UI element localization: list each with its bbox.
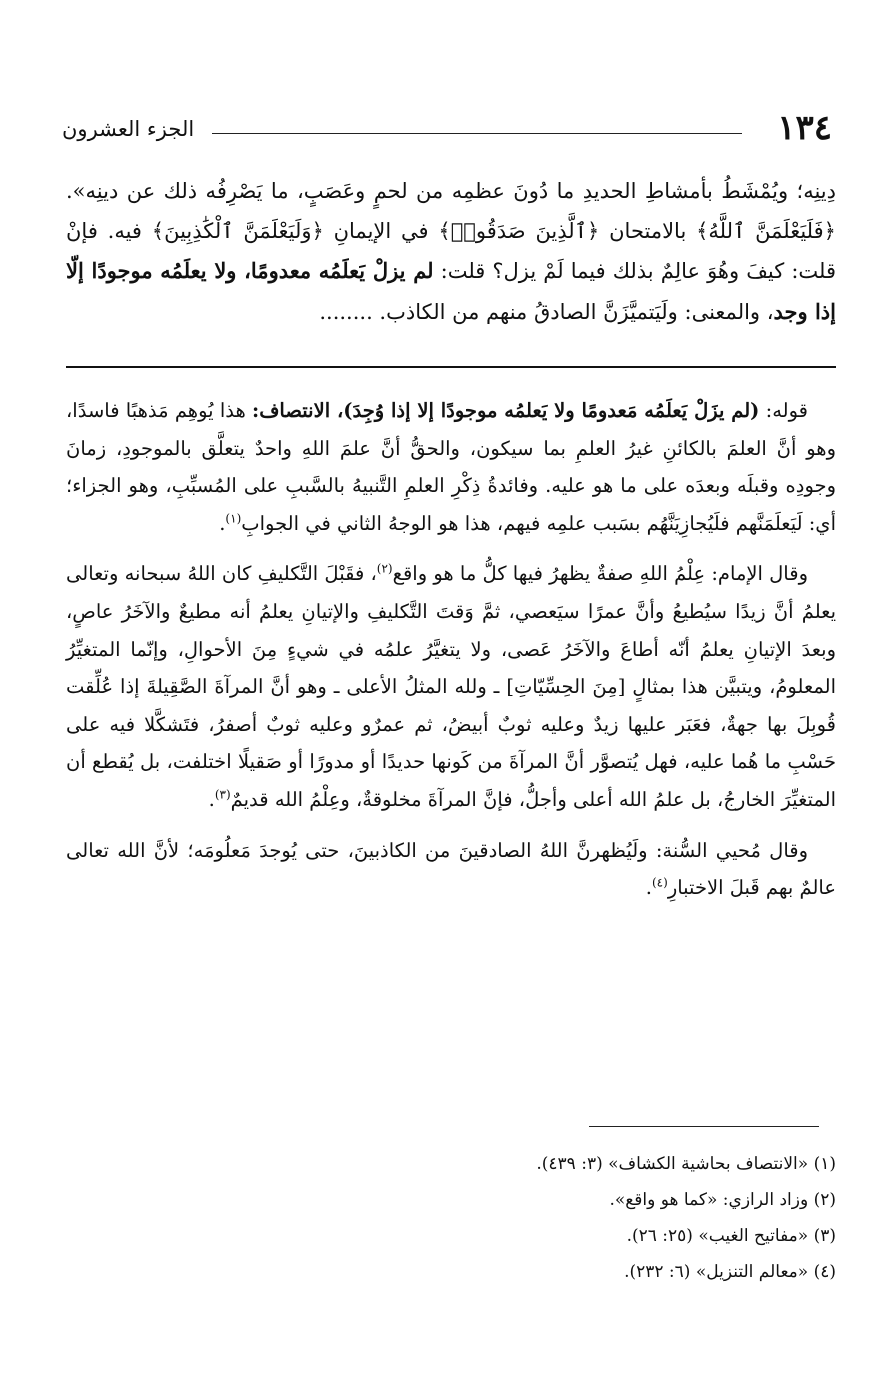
footnote-rule: [589, 1126, 819, 1127]
footnote-ref: (٣): [214, 787, 231, 802]
main-paragraph: [66, 172, 836, 332]
main-text: [66, 172, 836, 332]
commentary-text: ، فقَبْلَ التَّكليفِ كان اللهُ سبحانه وتعالى يعلمُ أنَّ زيدًا سيُطيعُ وأنَّ عمرًا سيَعصي، ثمَّ وَقتَ التَّكليفِ والإتيانِ يعلمُ أنه مطيعٌ والآخَرُ عاصٍ، وبعدَ الإتيانِ يعلمُ أنّه أطاعَ والآخَرُ عَصى، ولا يتغيَّرُ علمُه في شيءٍ مِنَ الأحوالِ، وإنّما المتغيِّرُ المعلومُ، ويتبيَّن هذا بمثالٍ [مِنَ الحِسِّيّاتِ] ـ ولله المثلُ الأعلى ـ وهو أنَّ المرآةَ الصَّقِيلةَ إذا عُلِّقت قُوبِلَ بها جهةٌ، فعَبَر عليها زيدٌ وعليه ثوبٌ أبيضُ، ثم عمرٌو وعليه ثوبٌ أصفرُ، فتَشكَّلا فيه على حَسْبِ ما هُما عليه، فهل يُتصوَّر أنَّ المرآةَ من كَونها حديدًا أو مدورًا أو صَقيلًا اختلفت، بل يُقطع أن المتغيِّرَ الخارجُ، بل علمُ الله أعلى وأجلُّ، فإنَّ المرآةَ مخلوقةٌ، وعِلْمُ الله قديمٌ: [66, 562, 836, 811]
quran-quote: ﴿ٱلَّذِينَ صَدَقُوا۟﴾: [438, 218, 600, 243]
footnote: (٢) وزاد الرازي: «كما هو واقع».: [609, 1190, 836, 1210]
quran-quote: ﴿وَلَيَعْلَمَنَّ ٱلْكَٰذِبِينَ﴾: [151, 218, 324, 243]
header-rule: [212, 133, 742, 134]
footnote-ref: (٤): [651, 875, 668, 890]
footnote: (٣) «مفاتيح الغيب» (٢٥: ٢٦).: [626, 1226, 836, 1246]
commentary-paragraph: [66, 555, 836, 818]
commentary-text-end: .: [208, 787, 215, 811]
footnote-ref: (٢): [376, 561, 393, 576]
page-number: ١٣٤: [777, 108, 832, 148]
footnote-ref: (١): [225, 511, 242, 526]
commentary-paragraph: [66, 832, 836, 907]
quran-quote: ﴿فَلَيَعْلَمَنَّ ٱللَّهُ﴾: [696, 218, 836, 243]
main-text-segment: ، والمعنى: ولَيَتميَّزَنَّ الصادقُ منهم من الكاذب. ........: [319, 299, 774, 324]
commentary-text-end: .: [219, 511, 226, 535]
commentary-bold: (لم يزَلْ يَعلَمُه مَعدومًا ولا يَعلمُه موجودًا إلا إذا وُجِدَ)، الانتصاف:: [252, 399, 760, 422]
commentary-intro: قوله:: [759, 399, 809, 422]
footnote: (٤) «معالم التنزيل» (٦: ٢٣٢).: [624, 1262, 836, 1282]
main-text-segment: فيه. فإنْ قلت: كيفَ وهُوَ عالِمٌ بذلك فيما لَمْ يزل؟ قلت:: [66, 218, 837, 283]
main-text-segment: في الإيمانِ: [323, 218, 439, 243]
commentary-text: وقال الإمام: عِلْمُ اللهِ صفةٌ يظهرُ فيها كلُّ ما هو واقع: [392, 562, 808, 586]
commentary: [66, 392, 836, 907]
main-text-segment: بالامتحان: [599, 218, 697, 243]
commentary-text: هذا يُوهِم مَذهبًا فاسدًا، وهو أنَّ العلمَ بالكائنِ غيرُ العلمِ بما سيكون، والحقُّ أنَّ علمَ اللهِ واحدٌ يتعلَّق بالموجودِ، زمانَ وجودِه وقبلَه وبعدَه على ما هو عليه. وفائدةُ ذِكْرِ العلمِ التَّنبيهُ بالسَّببِ على المُسبِّبِ، وهو الجزاء؛ أي: لَيَعلَمَنَّهم فلَيُجازِيَنَّهُم بسَبب علمِه فيهم، هذا هو الوجهُ الثاني في الجوابِ: [66, 399, 836, 535]
main-text-segment: دِينِه؛ ويُمْشَطُ بأمشاطِ الحديدِ ما دُونَ عظمِه من لحمٍ وعَصَبٍ، ما يَصْرِفُه ذلك عن دينِه».: [66, 179, 836, 203]
commentary-text: وقال مُحيي السُّنة: ولَيُظهرنَّ اللهُ الصادقينَ من الكاذبينَ، حتى يُوجدَ مَعلُومَه؛ لأنَّ الله تعالى عالمٌ بهم قَبلَ الاختبارِ: [66, 838, 836, 900]
part-title: الجزء العشرون: [62, 117, 195, 141]
commentary-paragraph: [66, 392, 836, 542]
commentary-text-end: .: [645, 876, 652, 900]
footnote: (١) «الانتصاف بحاشية الكشاف» (٣: ٤٣٩).: [536, 1154, 836, 1174]
main-text-bold: لم يزلْ يَعلَمُه معدومًا، ولا يعلَمُه موجودًا إلّا إذا وجد: [66, 258, 836, 324]
section-separator: [66, 366, 836, 368]
page-header: [62, 105, 832, 155]
footnotes: [66, 1146, 836, 1290]
